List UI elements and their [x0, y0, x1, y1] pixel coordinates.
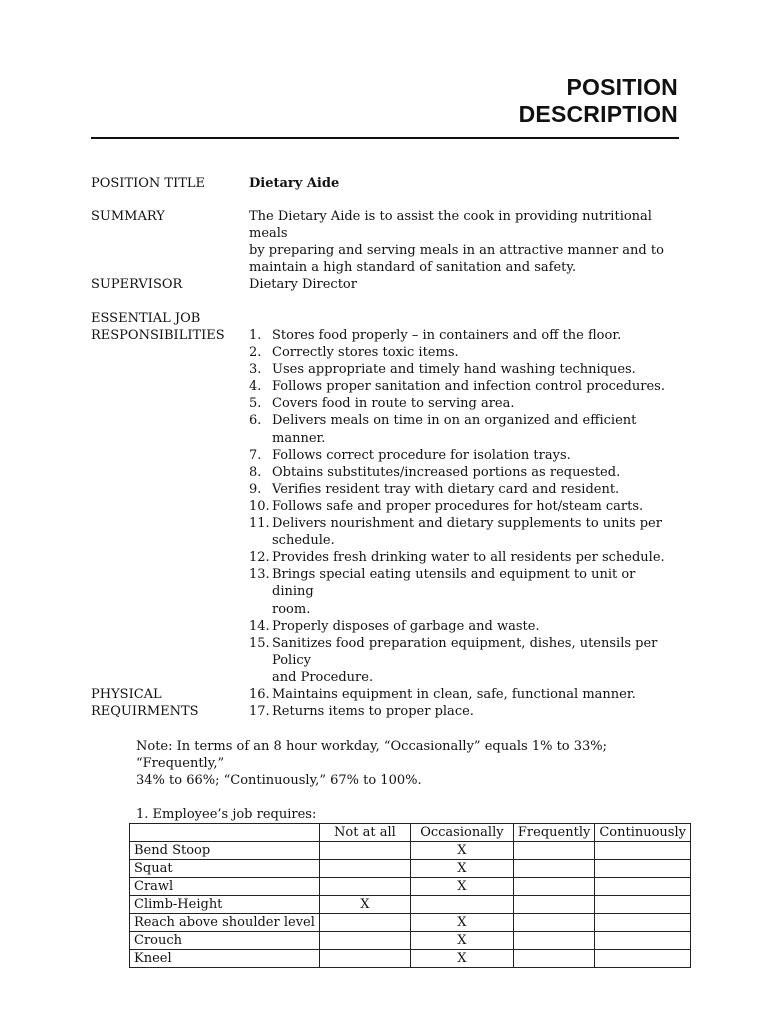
- responsibility-item: [249, 447, 679, 464]
- table-row: [130, 932, 691, 950]
- table-row: [130, 896, 691, 914]
- frequency-mark-cell: X: [410, 842, 513, 860]
- responsibility-text: Follows correct procedure for isolation trays.: [272, 447, 571, 463]
- table-header-cell: Not at all: [319, 824, 410, 842]
- responsibility-number: 14.: [249, 618, 270, 634]
- summary-line: maintain a high standard of sanitation and safety.: [249, 260, 577, 275]
- responsibility-text: Uses appropriate and timely hand washing techniques.: [272, 362, 636, 378]
- responsibility-item: [249, 395, 679, 412]
- physical-requirements-table: [129, 823, 691, 968]
- frequency-mark-cell: [319, 950, 410, 968]
- frequency-mark-cell: X: [410, 878, 513, 896]
- responsibility-number: 8.: [249, 464, 262, 480]
- frequency-mark-cell: [513, 896, 594, 914]
- note-line-2: 34% to 66%; “Continuously,” 67% to 100%.: [136, 773, 422, 788]
- responsibility-number: 5.: [249, 396, 262, 412]
- title-line-1: POSITION: [566, 74, 678, 100]
- frequency-mark-cell: [410, 896, 513, 914]
- table-header-cell: Continuously: [595, 824, 691, 842]
- responsibility-number: 2.: [249, 345, 262, 361]
- responsibility-text: Returns items to proper place.: [272, 704, 474, 720]
- responsibility-number: 13.: [249, 567, 270, 583]
- frequency-mark-cell: [513, 932, 594, 950]
- table-row: [130, 950, 691, 968]
- responsibility-text: Delivers meals on time in on an organized and efficient manner.: [272, 413, 637, 446]
- responsibility-text: Follows safe and proper procedures for hot/steam carts.: [272, 498, 644, 514]
- responsibility-item: [249, 464, 679, 481]
- responsibilities-label: [91, 310, 225, 344]
- frequency-mark-cell: X: [410, 914, 513, 932]
- responsibility-item: [249, 635, 679, 686]
- title-line-2: DESCRIPTION: [518, 101, 678, 127]
- responsibility-text: and Procedure.: [272, 669, 374, 685]
- responsibility-item: [249, 344, 679, 361]
- frequency-mark-cell: X: [319, 896, 410, 914]
- responsibility-text: Stores food properly – in containers and off the floor.: [272, 328, 622, 343]
- frequency-mark-cell: [319, 878, 410, 896]
- responsibility-number: 3.: [249, 362, 262, 378]
- responsibility-number: 12.: [249, 550, 270, 566]
- responsibility-item: [249, 549, 679, 566]
- responsibility-text: Obtains substitutes/increased portions as requested.: [272, 464, 621, 480]
- summary-text: [249, 208, 674, 276]
- responsibility-text: Delivers nourishment and dietary supplements to units per: [272, 516, 662, 532]
- table-header-row: [130, 824, 691, 842]
- activity-cell: Squat: [130, 860, 320, 878]
- table-row: [130, 914, 691, 932]
- frequency-mark-cell: [319, 842, 410, 860]
- responsibility-number: 11.: [249, 516, 270, 532]
- responsibility-item: [249, 481, 679, 498]
- activity-cell: Climb-Height: [130, 896, 320, 914]
- requirements-question: 1. Employee’s job requires:: [136, 807, 317, 822]
- responsibility-text: Provides fresh drinking water to all residents per schedule.: [272, 550, 665, 566]
- document-title: [519, 74, 678, 128]
- activity-cell: Crouch: [130, 932, 320, 950]
- title-divider: [91, 137, 679, 139]
- responsibility-number: 7.: [249, 447, 262, 463]
- frequency-mark-cell: [319, 932, 410, 950]
- responsibility-text: Correctly stores toxic items.: [272, 345, 459, 361]
- physical-label-line-1: PHYSICAL: [91, 687, 162, 702]
- table-header-cell: Frequently: [513, 824, 594, 842]
- frequency-mark-cell: [319, 914, 410, 932]
- responsibility-number: 4.: [249, 379, 262, 395]
- frequency-mark-cell: [595, 860, 691, 878]
- physical-label-line-2: REQUIRMENTS: [91, 704, 199, 719]
- responsibility-number: 1.: [249, 328, 262, 343]
- responsibility-text: Follows proper sanitation and infection control procedures.: [272, 379, 665, 395]
- frequency-mark-cell: [513, 914, 594, 932]
- physical-label: [91, 686, 199, 720]
- responsibility-text: Verifies resident tray with dietary card and resident.: [272, 481, 620, 497]
- frequency-mark-cell: [595, 842, 691, 860]
- responsibility-number: 9.: [249, 481, 262, 497]
- summary-label: SUMMARY: [91, 209, 165, 224]
- responsibility-item: [249, 515, 679, 549]
- responsibility-item: [249, 703, 679, 720]
- frequency-mark-cell: X: [410, 860, 513, 878]
- responsibility-text: Brings special eating utensils and equipment to unit or dining: [272, 567, 636, 600]
- responsibilities-label-line-2: RESPONSIBILITIES: [91, 328, 225, 343]
- responsibility-item: [249, 498, 679, 515]
- position-title-label: POSITION TITLE: [91, 176, 206, 191]
- summary-line: by preparing and serving meals in an attractive manner and to: [249, 243, 664, 258]
- responsibility-number: 15.: [249, 635, 270, 651]
- activity-cell: Reach above shoulder level: [130, 914, 320, 932]
- frequency-mark-cell: [595, 932, 691, 950]
- frequency-mark-cell: [513, 842, 594, 860]
- responsibility-number: 16.: [249, 686, 270, 702]
- responsibility-item: [249, 686, 679, 703]
- supervisor-value: Dietary Director: [249, 277, 357, 292]
- frequency-mark-cell: [513, 860, 594, 878]
- activity-cell: Bend Stoop: [130, 842, 320, 860]
- position-title-value: Dietary Aide: [249, 176, 340, 191]
- note-line-1: Note: In terms of an 8 hour workday, “Occasionally” equals 1% to 33%; “Frequently,”: [136, 739, 608, 771]
- responsibility-text: Sanitizes food preparation equipment, dishes, utensils per Policy: [272, 635, 658, 668]
- responsibility-number: 10.: [249, 498, 270, 514]
- table-row: [130, 878, 691, 896]
- frequency-mark-cell: [595, 896, 691, 914]
- responsibility-item: [249, 618, 679, 635]
- frequency-mark-cell: [595, 914, 691, 932]
- responsibilities-list: [249, 327, 679, 720]
- responsibility-text: Properly disposes of garbage and waste.: [272, 618, 540, 634]
- frequency-mark-cell: [595, 950, 691, 968]
- table-header-cell: Occasionally: [410, 824, 513, 842]
- responsibility-text: Maintains equipment in clean, safe, functional manner.: [272, 686, 636, 702]
- frequency-mark-cell: [595, 878, 691, 896]
- responsibility-item: [249, 412, 679, 446]
- supervisor-label: SUPERVISOR: [91, 277, 183, 292]
- summary-line: The Dietary Aide is to assist the cook in providing nutritional meals: [249, 209, 652, 241]
- responsibility-item: [249, 566, 679, 617]
- responsibility-item: [249, 361, 679, 378]
- table-row: [130, 842, 691, 860]
- activity-cell: Kneel: [130, 950, 320, 968]
- frequency-mark-cell: [513, 878, 594, 896]
- responsibility-number: 6.: [249, 413, 262, 429]
- responsibility-text: schedule.: [272, 533, 335, 549]
- frequency-mark-cell: X: [410, 932, 513, 950]
- table-header-cell: [130, 824, 320, 842]
- responsibilities-label-line-1: ESSENTIAL JOB: [91, 311, 201, 326]
- activity-cell: Crawl: [130, 878, 320, 896]
- frequency-mark-cell: X: [410, 950, 513, 968]
- percentage-note: [136, 738, 676, 789]
- responsibility-number: 17.: [249, 704, 270, 720]
- frequency-mark-cell: [319, 860, 410, 878]
- responsibility-item: [249, 378, 679, 395]
- responsibility-item: [249, 327, 679, 344]
- frequency-mark-cell: [513, 950, 594, 968]
- responsibility-text: room.: [272, 601, 311, 617]
- responsibility-text: Covers food in route to serving area.: [272, 396, 515, 412]
- table-row: [130, 860, 691, 878]
